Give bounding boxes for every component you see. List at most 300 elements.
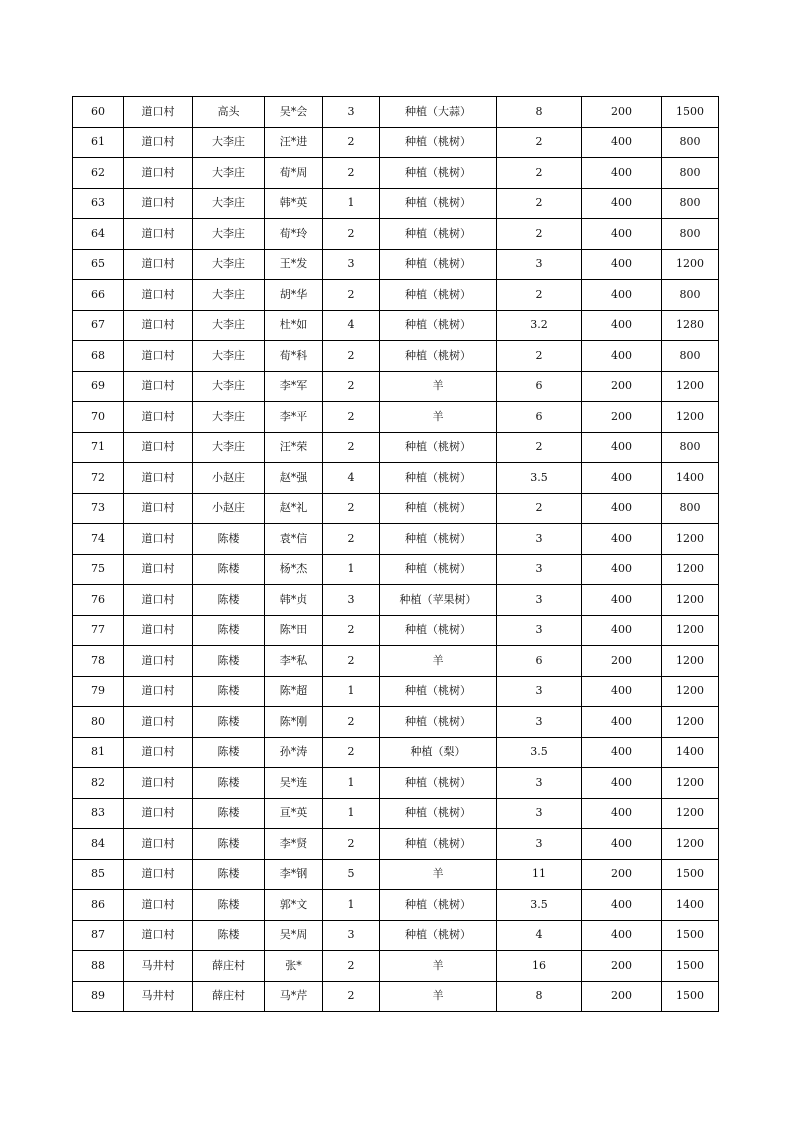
household-size-cell: 3	[323, 97, 380, 128]
unit-subsidy-cell: 400	[582, 158, 662, 189]
quantity-cell: 3.5	[497, 890, 582, 921]
householder-name-cell: 李*军	[265, 371, 323, 402]
table-row	[73, 158, 719, 189]
householder-name-cell: 吴*会	[265, 97, 323, 128]
village-cell: 道口村	[124, 402, 193, 433]
hamlet-cell: 陈楼	[193, 646, 265, 677]
unit-subsidy-cell: 400	[582, 737, 662, 768]
row-number-cell: 62	[73, 158, 124, 189]
quantity-cell: 3.5	[497, 737, 582, 768]
village-cell: 道口村	[124, 798, 193, 829]
industry-type-cell: 种植（桃树）	[380, 341, 497, 372]
hamlet-cell: 大李庄	[193, 371, 265, 402]
hamlet-cell: 大李庄	[193, 158, 265, 189]
row-number-cell: 63	[73, 188, 124, 219]
unit-subsidy-cell: 400	[582, 829, 662, 860]
table-body	[73, 97, 719, 1012]
householder-name-cell: 袁*信	[265, 524, 323, 555]
hamlet-cell: 薛庄村	[193, 951, 265, 982]
hamlet-cell: 陈楼	[193, 676, 265, 707]
household-size-cell: 3	[323, 920, 380, 951]
householder-name-cell: 马*芹	[265, 981, 323, 1012]
table-row	[73, 493, 719, 524]
hamlet-cell: 陈楼	[193, 920, 265, 951]
household-size-cell: 1	[323, 188, 380, 219]
subsidy-amount-cell: 800	[662, 158, 719, 189]
subsidy-amount-cell: 1500	[662, 981, 719, 1012]
household-size-cell: 3	[323, 249, 380, 280]
quantity-cell: 16	[497, 951, 582, 982]
hamlet-cell: 陈楼	[193, 524, 265, 555]
household-size-cell: 1	[323, 890, 380, 921]
table-row	[73, 737, 719, 768]
row-number-cell: 70	[73, 402, 124, 433]
householder-name-cell: 李*私	[265, 646, 323, 677]
village-cell: 道口村	[124, 341, 193, 372]
household-size-cell: 2	[323, 646, 380, 677]
subsidy-amount-cell: 1200	[662, 798, 719, 829]
quantity-cell: 3	[497, 707, 582, 738]
industry-type-cell: 种植（桃树）	[380, 798, 497, 829]
subsidy-amount-cell: 800	[662, 341, 719, 372]
subsidy-amount-cell: 1200	[662, 646, 719, 677]
householder-name-cell: 李*钢	[265, 859, 323, 890]
village-cell: 道口村	[124, 920, 193, 951]
quantity-cell: 3	[497, 524, 582, 555]
table-row	[73, 280, 719, 311]
quantity-cell: 2	[497, 493, 582, 524]
quantity-cell: 8	[497, 97, 582, 128]
subsidy-amount-cell: 1200	[662, 829, 719, 860]
hamlet-cell: 小赵庄	[193, 493, 265, 524]
quantity-cell: 3.5	[497, 463, 582, 494]
industry-type-cell: 种植（桃树）	[380, 524, 497, 555]
subsidy-amount-cell: 800	[662, 188, 719, 219]
unit-subsidy-cell: 400	[582, 219, 662, 250]
row-number-cell: 80	[73, 707, 124, 738]
village-cell: 道口村	[124, 829, 193, 860]
subsidy-amount-cell: 1200	[662, 707, 719, 738]
quantity-cell: 6	[497, 646, 582, 677]
row-number-cell: 81	[73, 737, 124, 768]
table-row	[73, 402, 719, 433]
village-cell: 道口村	[124, 463, 193, 494]
household-size-cell: 2	[323, 829, 380, 860]
hamlet-cell: 小赵庄	[193, 463, 265, 494]
row-number-cell: 67	[73, 310, 124, 341]
household-size-cell: 2	[323, 280, 380, 311]
unit-subsidy-cell: 400	[582, 615, 662, 646]
table-row	[73, 798, 719, 829]
quantity-cell: 2	[497, 432, 582, 463]
table-row	[73, 890, 719, 921]
unit-subsidy-cell: 400	[582, 432, 662, 463]
householder-name-cell: 吴*连	[265, 768, 323, 799]
householder-name-cell: 荀*玲	[265, 219, 323, 250]
householder-name-cell: 吴*周	[265, 920, 323, 951]
row-number-cell: 68	[73, 341, 124, 372]
row-number-cell: 71	[73, 432, 124, 463]
row-number-cell: 76	[73, 585, 124, 616]
subsidy-amount-cell: 1200	[662, 676, 719, 707]
householder-name-cell: 王*发	[265, 249, 323, 280]
table-row	[73, 981, 719, 1012]
hamlet-cell: 大李庄	[193, 249, 265, 280]
table-row	[73, 554, 719, 585]
row-number-cell: 60	[73, 97, 124, 128]
village-cell: 道口村	[124, 219, 193, 250]
unit-subsidy-cell: 400	[582, 249, 662, 280]
village-cell: 道口村	[124, 859, 193, 890]
village-cell: 马井村	[124, 951, 193, 982]
household-size-cell: 2	[323, 707, 380, 738]
subsidy-amount-cell: 1500	[662, 920, 719, 951]
hamlet-cell: 陈楼	[193, 890, 265, 921]
row-number-cell: 77	[73, 615, 124, 646]
unit-subsidy-cell: 400	[582, 524, 662, 555]
industry-type-cell: 种植（大蒜）	[380, 97, 497, 128]
village-cell: 道口村	[124, 249, 193, 280]
row-number-cell: 74	[73, 524, 124, 555]
subsidy-amount-cell: 1200	[662, 768, 719, 799]
household-size-cell: 5	[323, 859, 380, 890]
hamlet-cell: 高头	[193, 97, 265, 128]
table-row	[73, 249, 719, 280]
table-row	[73, 768, 719, 799]
householder-name-cell: 孙*涛	[265, 737, 323, 768]
row-number-cell: 69	[73, 371, 124, 402]
unit-subsidy-cell: 400	[582, 920, 662, 951]
industry-type-cell: 种植（桃树）	[380, 768, 497, 799]
table-row	[73, 127, 719, 158]
householder-name-cell: 韩*贞	[265, 585, 323, 616]
subsidy-amount-cell: 1500	[662, 859, 719, 890]
hamlet-cell: 大李庄	[193, 219, 265, 250]
household-size-cell: 2	[323, 981, 380, 1012]
subsidy-amount-cell: 1200	[662, 585, 719, 616]
data-table	[72, 96, 719, 1012]
hamlet-cell: 大李庄	[193, 310, 265, 341]
village-cell: 道口村	[124, 890, 193, 921]
household-size-cell: 1	[323, 768, 380, 799]
unit-subsidy-cell: 400	[582, 188, 662, 219]
industry-type-cell: 羊	[380, 951, 497, 982]
quantity-cell: 3	[497, 768, 582, 799]
table-row	[73, 615, 719, 646]
unit-subsidy-cell: 200	[582, 646, 662, 677]
table-row	[73, 371, 719, 402]
table-row	[73, 920, 719, 951]
village-cell: 道口村	[124, 585, 193, 616]
industry-type-cell: 种植（桃树）	[380, 676, 497, 707]
quantity-cell: 2	[497, 127, 582, 158]
householder-name-cell: 韩*英	[265, 188, 323, 219]
quantity-cell: 3	[497, 554, 582, 585]
village-cell: 道口村	[124, 371, 193, 402]
unit-subsidy-cell: 200	[582, 402, 662, 433]
village-cell: 道口村	[124, 158, 193, 189]
row-number-cell: 82	[73, 768, 124, 799]
household-size-cell: 2	[323, 219, 380, 250]
unit-subsidy-cell: 400	[582, 768, 662, 799]
householder-name-cell: 郭*文	[265, 890, 323, 921]
subsidy-amount-cell: 1200	[662, 402, 719, 433]
hamlet-cell: 薛庄村	[193, 981, 265, 1012]
table-row	[73, 219, 719, 250]
householder-name-cell: 张*	[265, 951, 323, 982]
unit-subsidy-cell: 200	[582, 371, 662, 402]
table-row	[73, 463, 719, 494]
industry-type-cell: 种植（桃树）	[380, 280, 497, 311]
industry-type-cell: 种植（桃树）	[380, 554, 497, 585]
householder-name-cell: 陈*田	[265, 615, 323, 646]
industry-type-cell: 种植（桃树）	[380, 920, 497, 951]
industry-type-cell: 羊	[380, 859, 497, 890]
subsidy-amount-cell: 800	[662, 280, 719, 311]
quantity-cell: 2	[497, 188, 582, 219]
table-row	[73, 676, 719, 707]
household-size-cell: 1	[323, 554, 380, 585]
unit-subsidy-cell: 400	[582, 310, 662, 341]
householder-name-cell: 荀*科	[265, 341, 323, 372]
table-row	[73, 341, 719, 372]
householder-name-cell: 亘*英	[265, 798, 323, 829]
subsidy-amount-cell: 800	[662, 432, 719, 463]
industry-type-cell: 羊	[380, 402, 497, 433]
hamlet-cell: 大李庄	[193, 402, 265, 433]
table-row	[73, 951, 719, 982]
household-size-cell: 3	[323, 585, 380, 616]
householder-name-cell: 汪*荣	[265, 432, 323, 463]
unit-subsidy-cell: 200	[582, 951, 662, 982]
industry-type-cell: 种植（桃树）	[380, 310, 497, 341]
unit-subsidy-cell: 400	[582, 554, 662, 585]
householder-name-cell: 李*平	[265, 402, 323, 433]
hamlet-cell: 陈楼	[193, 554, 265, 585]
quantity-cell: 3	[497, 615, 582, 646]
household-size-cell: 2	[323, 402, 380, 433]
unit-subsidy-cell: 400	[582, 798, 662, 829]
quantity-cell: 2	[497, 158, 582, 189]
village-cell: 道口村	[124, 615, 193, 646]
household-size-cell: 2	[323, 524, 380, 555]
table-row	[73, 432, 719, 463]
hamlet-cell: 大李庄	[193, 127, 265, 158]
householder-name-cell: 胡*华	[265, 280, 323, 311]
quantity-cell: 4	[497, 920, 582, 951]
hamlet-cell: 陈楼	[193, 829, 265, 860]
industry-type-cell: 羊	[380, 646, 497, 677]
subsidy-amount-cell: 1280	[662, 310, 719, 341]
village-cell: 道口村	[124, 432, 193, 463]
village-cell: 道口村	[124, 676, 193, 707]
subsidy-amount-cell: 1200	[662, 554, 719, 585]
unit-subsidy-cell: 400	[582, 127, 662, 158]
quantity-cell: 3	[497, 798, 582, 829]
householder-name-cell: 陈*刚	[265, 707, 323, 738]
industry-type-cell: 羊	[380, 371, 497, 402]
subsidy-amount-cell: 1500	[662, 97, 719, 128]
household-size-cell: 2	[323, 158, 380, 189]
industry-type-cell: 种植（桃树）	[380, 615, 497, 646]
row-number-cell: 78	[73, 646, 124, 677]
unit-subsidy-cell: 400	[582, 585, 662, 616]
subsidy-amount-cell: 1200	[662, 524, 719, 555]
unit-subsidy-cell: 400	[582, 463, 662, 494]
village-cell: 马井村	[124, 981, 193, 1012]
subsidy-amount-cell: 1400	[662, 890, 719, 921]
quantity-cell: 3	[497, 585, 582, 616]
row-number-cell: 75	[73, 554, 124, 585]
unit-subsidy-cell: 200	[582, 981, 662, 1012]
quantity-cell: 6	[497, 371, 582, 402]
hamlet-cell: 陈楼	[193, 585, 265, 616]
quantity-cell: 11	[497, 859, 582, 890]
unit-subsidy-cell: 400	[582, 890, 662, 921]
household-size-cell: 2	[323, 341, 380, 372]
unit-subsidy-cell: 200	[582, 859, 662, 890]
village-cell: 道口村	[124, 280, 193, 311]
householder-name-cell: 荀*周	[265, 158, 323, 189]
industry-type-cell: 种植（桃树）	[380, 493, 497, 524]
village-cell: 道口村	[124, 188, 193, 219]
village-cell: 道口村	[124, 97, 193, 128]
household-size-cell: 2	[323, 951, 380, 982]
quantity-cell: 8	[497, 981, 582, 1012]
subsidy-amount-cell: 1200	[662, 371, 719, 402]
quantity-cell: 2	[497, 341, 582, 372]
industry-type-cell: 种植（桃树）	[380, 707, 497, 738]
householder-name-cell: 杜*如	[265, 310, 323, 341]
householder-name-cell: 汪*进	[265, 127, 323, 158]
household-size-cell: 4	[323, 310, 380, 341]
village-cell: 道口村	[124, 707, 193, 738]
table-row	[73, 859, 719, 890]
household-size-cell: 2	[323, 432, 380, 463]
household-size-cell: 2	[323, 493, 380, 524]
subsidy-amount-cell: 800	[662, 493, 719, 524]
household-size-cell: 2	[323, 371, 380, 402]
industry-type-cell: 羊	[380, 981, 497, 1012]
village-cell: 道口村	[124, 646, 193, 677]
subsidy-amount-cell: 1400	[662, 737, 719, 768]
village-cell: 道口村	[124, 768, 193, 799]
industry-type-cell: 种植（桃树）	[380, 188, 497, 219]
industry-type-cell: 种植（桃树）	[380, 127, 497, 158]
householder-name-cell: 赵*强	[265, 463, 323, 494]
subsidy-amount-cell: 1200	[662, 249, 719, 280]
householder-name-cell: 杨*杰	[265, 554, 323, 585]
row-number-cell: 65	[73, 249, 124, 280]
industry-type-cell: 种植（桃树）	[380, 890, 497, 921]
row-number-cell: 88	[73, 951, 124, 982]
unit-subsidy-cell: 400	[582, 676, 662, 707]
hamlet-cell: 大李庄	[193, 280, 265, 311]
industry-type-cell: 种植（桃树）	[380, 219, 497, 250]
quantity-cell: 3	[497, 829, 582, 860]
village-cell: 道口村	[124, 554, 193, 585]
quantity-cell: 2	[497, 219, 582, 250]
row-number-cell: 83	[73, 798, 124, 829]
hamlet-cell: 大李庄	[193, 432, 265, 463]
hamlet-cell: 陈楼	[193, 737, 265, 768]
household-size-cell: 4	[323, 463, 380, 494]
unit-subsidy-cell: 400	[582, 707, 662, 738]
village-cell: 道口村	[124, 310, 193, 341]
hamlet-cell: 大李庄	[193, 341, 265, 372]
unit-subsidy-cell: 400	[582, 280, 662, 311]
row-number-cell: 73	[73, 493, 124, 524]
table-row	[73, 310, 719, 341]
quantity-cell: 2	[497, 280, 582, 311]
industry-type-cell: 种植（桃树）	[380, 463, 497, 494]
householder-name-cell: 陈*超	[265, 676, 323, 707]
hamlet-cell: 大李庄	[193, 188, 265, 219]
subsidy-amount-cell: 800	[662, 219, 719, 250]
hamlet-cell: 陈楼	[193, 859, 265, 890]
household-size-cell: 2	[323, 127, 380, 158]
household-size-cell: 1	[323, 798, 380, 829]
industry-type-cell: 种植（桃树）	[380, 249, 497, 280]
village-cell: 道口村	[124, 737, 193, 768]
quantity-cell: 6	[497, 402, 582, 433]
subsidy-amount-cell: 800	[662, 127, 719, 158]
table-row	[73, 97, 719, 128]
row-number-cell: 84	[73, 829, 124, 860]
row-number-cell: 72	[73, 463, 124, 494]
unit-subsidy-cell: 400	[582, 341, 662, 372]
industry-type-cell: 种植（桃树）	[380, 432, 497, 463]
table-row	[73, 707, 719, 738]
row-number-cell: 61	[73, 127, 124, 158]
industry-type-cell: 种植（梨）	[380, 737, 497, 768]
village-cell: 道口村	[124, 524, 193, 555]
householder-name-cell: 赵*礼	[265, 493, 323, 524]
household-size-cell: 2	[323, 737, 380, 768]
table-row	[73, 585, 719, 616]
table-row	[73, 829, 719, 860]
row-number-cell: 79	[73, 676, 124, 707]
table-row	[73, 188, 719, 219]
hamlet-cell: 陈楼	[193, 798, 265, 829]
row-number-cell: 89	[73, 981, 124, 1012]
industry-type-cell: 种植（苹果树）	[380, 585, 497, 616]
hamlet-cell: 陈楼	[193, 615, 265, 646]
unit-subsidy-cell: 400	[582, 493, 662, 524]
subsidy-amount-cell: 1500	[662, 951, 719, 982]
household-size-cell: 2	[323, 615, 380, 646]
quantity-cell: 3	[497, 249, 582, 280]
unit-subsidy-cell: 200	[582, 97, 662, 128]
village-cell: 道口村	[124, 493, 193, 524]
industry-type-cell: 种植（桃树）	[380, 829, 497, 860]
table-row	[73, 646, 719, 677]
hamlet-cell: 陈楼	[193, 768, 265, 799]
quantity-cell: 3.2	[497, 310, 582, 341]
village-cell: 道口村	[124, 127, 193, 158]
row-number-cell: 87	[73, 920, 124, 951]
householder-name-cell: 李*贤	[265, 829, 323, 860]
table-row	[73, 524, 719, 555]
row-number-cell: 64	[73, 219, 124, 250]
household-size-cell: 1	[323, 676, 380, 707]
row-number-cell: 86	[73, 890, 124, 921]
industry-type-cell: 种植（桃树）	[380, 158, 497, 189]
subsidy-amount-cell: 1400	[662, 463, 719, 494]
row-number-cell: 66	[73, 280, 124, 311]
hamlet-cell: 陈楼	[193, 707, 265, 738]
quantity-cell: 3	[497, 676, 582, 707]
